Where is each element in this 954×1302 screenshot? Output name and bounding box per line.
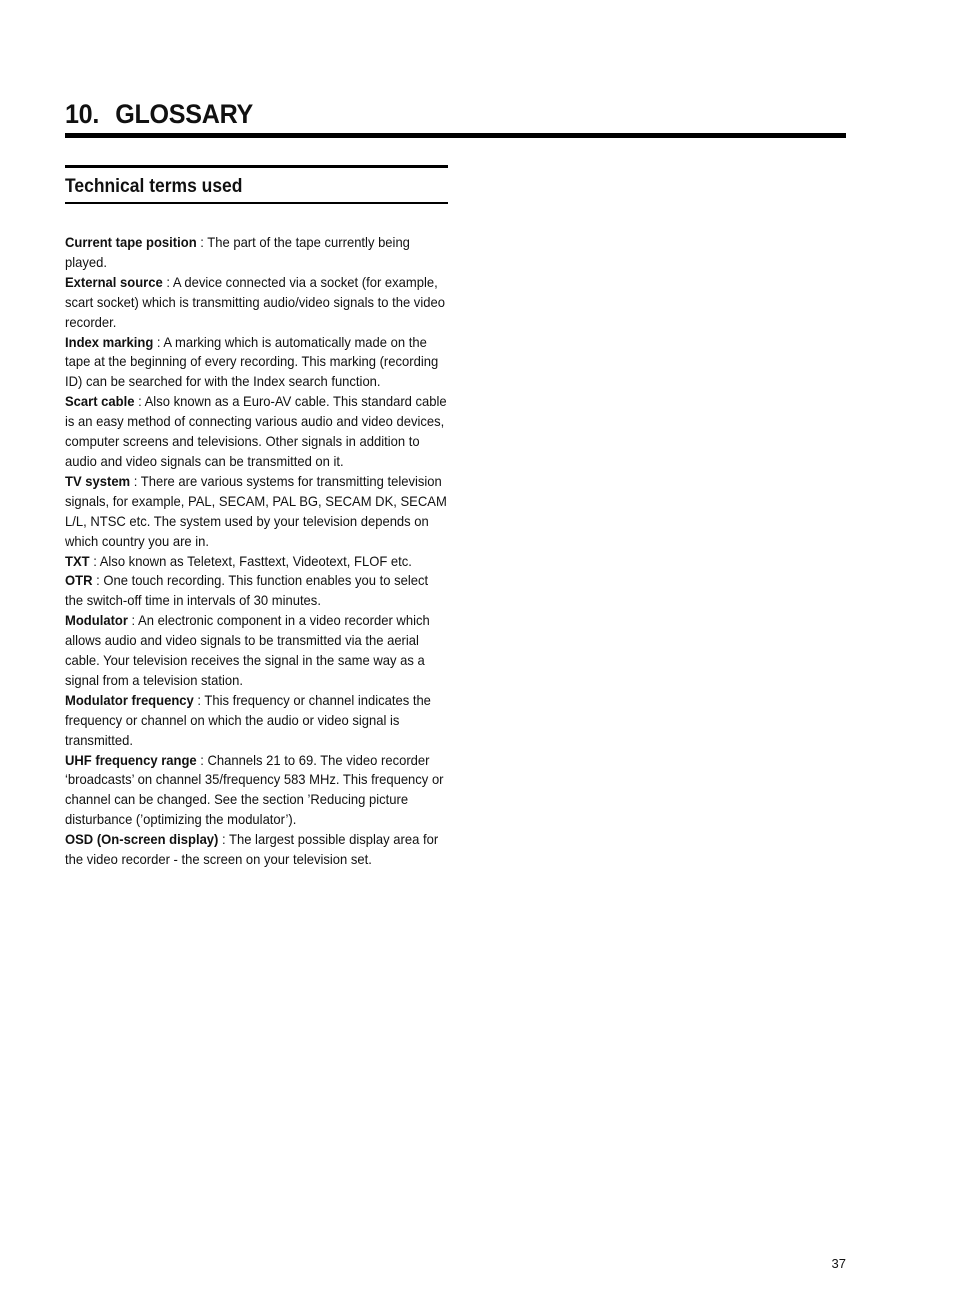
- glossary-term: Current tape position: [65, 234, 197, 250]
- glossary-entry: [65, 333, 448, 393]
- glossary-definition: : One touch recording. This function enables you to select the switch-off time in intervals of 30 minutes.: [65, 572, 429, 609]
- glossary-term: External source: [65, 273, 163, 290]
- glossary-entry: [65, 552, 448, 572]
- glossary-definition: : The part of the tape currently being played.: [65, 234, 410, 270]
- glossary-entry: [65, 830, 448, 870]
- glossary-definition: : A marking which is automatically made on the tape at the beginning of every recording. This marking (recording ID) can be searched for with the Index search function.: [65, 333, 439, 390]
- glossary-term: Scart cable: [65, 393, 135, 410]
- glossary-term: Index marking: [65, 333, 154, 350]
- glossary-entry: [65, 611, 448, 691]
- section-divider-bottom: [65, 202, 448, 204]
- glossary-definition: : The largest possible display area for the video recorder - the screen on your television set.: [65, 831, 439, 868]
- glossary-term: TXT: [65, 552, 90, 569]
- glossary-definition: : Channels 21 to 69. The video recorder ‘broadcasts’ on channel 35/frequency 583 MHz. This frequency or channel can be changed. See the section ’Reducing picture disturbance (’optimizing the modulator’).: [65, 751, 444, 828]
- glossary-term: OTR: [65, 572, 93, 589]
- glossary-entry: [65, 273, 448, 333]
- glossary-entry: [65, 233, 448, 273]
- glossary-definition: : An electronic component in a video recorder which allows audio and video signals to be transmitted via the aerial cable. Your television receives the signal in the same way as a signal from a television station.: [65, 612, 430, 688]
- glossary-term: TV system: [65, 472, 131, 489]
- glossary-list: [65, 233, 448, 870]
- glossary-entry: [65, 472, 448, 552]
- chapter-name: GLOSSARY: [115, 99, 253, 129]
- page-number: 37: [831, 1256, 846, 1271]
- chapter-divider: [65, 133, 846, 138]
- glossary-entry: [65, 691, 448, 751]
- glossary-entry: [65, 571, 448, 611]
- glossary-term: UHF frequency range: [65, 751, 197, 768]
- glossary-definition: : There are various systems for transmitting television signals, for example, PAL, SECAM, PAL BG, SECAM DK, SECAM L/L, NTSC etc. The system used by your television depends on which country you are in.: [65, 472, 447, 549]
- glossary-term: Modulator: [65, 612, 128, 629]
- chapter-title: [65, 96, 253, 132]
- glossary-definition: : Also known as Teletext, Fasttext, Videotext, FLOF etc.: [89, 552, 412, 569]
- chapter-number: 10.: [65, 99, 100, 129]
- glossary-definition: : This frequency or channel indicates the frequency or channel on which the audio or video signal is transmitted.: [65, 691, 431, 748]
- glossary-entry: [65, 751, 448, 831]
- glossary-definition: : A device connected via a socket (for example, scart socket) which is transmitting audio/video signals to the video recorder.: [65, 273, 445, 330]
- section-divider-top: [65, 165, 448, 168]
- section-title: Technical terms used: [65, 176, 243, 197]
- glossary-entry: [65, 392, 448, 472]
- glossary-definition: : Also known as a Euro-AV cable. This standard cable is an easy method of connecting various audio and video devices, computer screens and televisions. Other signals in addition to audio and video signals can be transmitted on it.: [65, 393, 447, 469]
- glossary-term: OSD (On-screen display): [65, 831, 219, 848]
- glossary-term: Modulator frequency: [65, 691, 194, 708]
